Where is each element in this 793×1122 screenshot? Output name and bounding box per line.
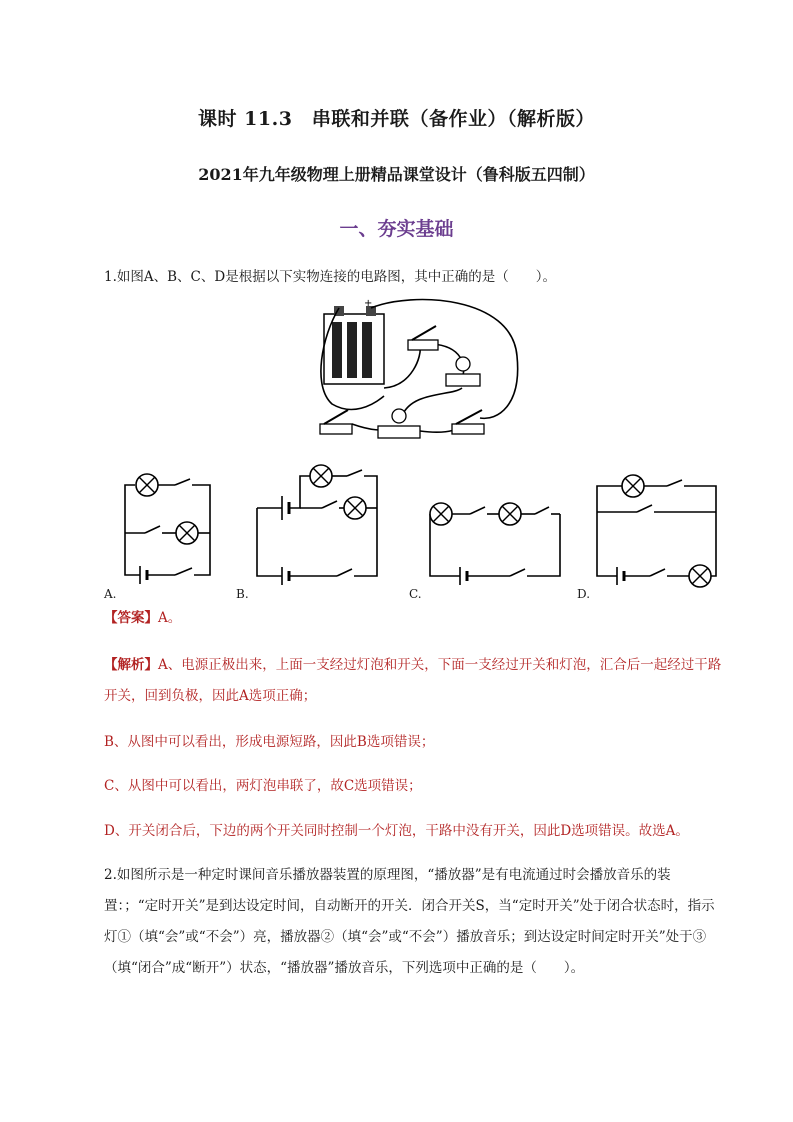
circuit-diagram-d bbox=[592, 472, 722, 582]
analysis-paragraph-d: D、开关闭合后，下边的两个开关同时控制一个灯泡，干路中没有开关，因此D选项错误。故选A。 bbox=[104, 823, 689, 839]
analysis-paragraph-c: C、从图中可以看出，两灯泡串联了，故C选项错误； bbox=[104, 778, 422, 794]
option-label-c: C. bbox=[409, 587, 422, 601]
analysis-paragraph-a bbox=[104, 650, 724, 712]
question-2-text: 2.如图所示是一种定时课间音乐播放器装置的原理图，“播放器”是有电流通过时会播放音乐的装置：；“定时开关”是到达设定时间，自动断开的开关．闭合开关S，当“定时开关”处于闭合状态时，指示灯①（填“会”或“不会”）亮，播放器②（填“会”或“不会”）播放音乐；到达设定时间定时开关”处于③（填“闭合”成“断开”）状态，“播放器”播放音乐，下列选项中正确的是（ ）。 bbox=[104, 867, 715, 976]
page-title: 课时 11.3 串联和并联（备作业）（解析版） bbox=[198, 108, 595, 130]
answer-tag: 【答案】 bbox=[104, 610, 158, 626]
battery-plus-sign: + bbox=[364, 298, 373, 309]
analysis-paragraph-b: B、从图中可以看出，形成电源短路，因此B选项错误； bbox=[104, 734, 435, 750]
analysis-tag: 【解析】 bbox=[104, 657, 158, 673]
analysis-a-text: A、电源正极出来，上面一支经过灯泡和开关，下面一支经过开关和灯泡，汇合后一起经过干路开关，回到负极，因此A选项正确； bbox=[104, 657, 722, 704]
question-1-text: 1.如图A、B、C、D是根据以下实物连接的电路图，其中正确的是（ ）。 bbox=[104, 269, 556, 285]
answer-line bbox=[104, 603, 724, 634]
option-label-d: D. bbox=[577, 587, 591, 601]
circuit-diagram-a bbox=[120, 470, 220, 580]
option-label-a: A. bbox=[104, 587, 117, 601]
section-heading: 一、夯实基础 bbox=[339, 218, 454, 240]
page-subtitle: 2021年九年级物理上册精品课堂设计（鲁科版五四制） bbox=[198, 165, 595, 184]
answer-value: A。 bbox=[158, 610, 182, 626]
option-label-b: B. bbox=[236, 587, 249, 601]
physical-circuit-picture bbox=[312, 296, 522, 456]
circuit-diagram-c bbox=[425, 494, 565, 584]
circuit-diagram-b bbox=[252, 458, 382, 583]
